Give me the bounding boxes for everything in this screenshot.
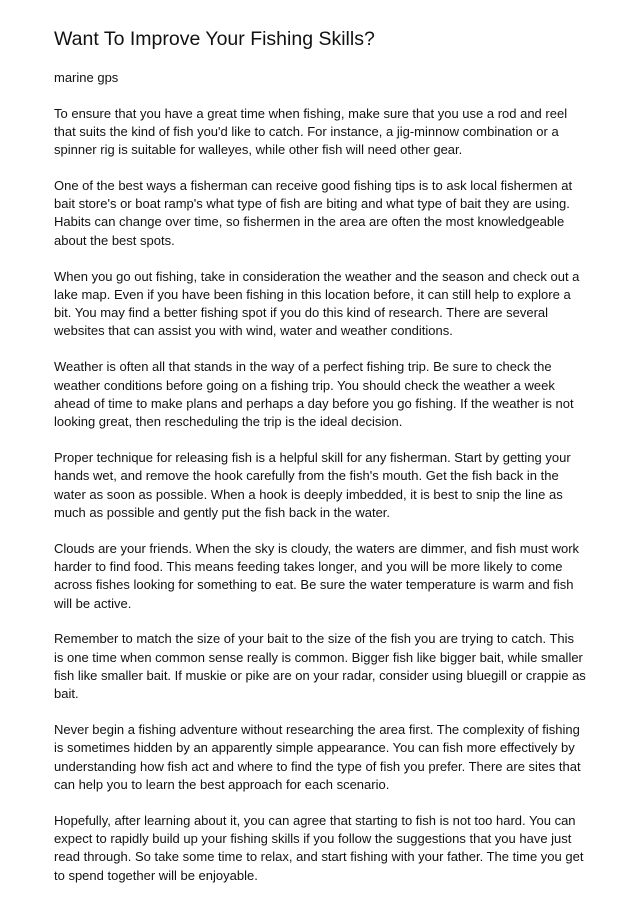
paragraph-3: When you go out fishing, take in consideration the weather and the season and check out a lake map. Even if you have been fishing in this location before, it can still help to explore a bit. You may find a better fishing spot if you do this kind of research. There are several websites that can assist you with wind, water and weather conditions.	[54, 268, 580, 339]
paragraph-6: Clouds are your friends. When the sky is cloudy, the waters are dimmer, and fish must work harder to find food. This means feeding takes longer, and you will be more likely to come across fishes looking for something to eat. Be sure the water temperature is warm and fish will be active.	[54, 540, 580, 611]
paragraph-2: One of the best ways a fisherman can receive good fishing tips is to ask local fishermen at bait store's or boat ramp's what type of fish are biting and what type of bait they are using. Habits can change over time, so fishermen in the area are often the most knowledgeable about the best spots.	[54, 177, 573, 248]
paragraph-9: Hopefully, after learning about it, you can agree that starting to fish is not too hard. You can expect to rapidly build up your fishing skills if you follow the suggestions that you have just read through. So take some time to relax, and start fishing with your father. The time you get to spend together will be enjoyable.	[54, 812, 584, 883]
document-title: Want To Improve Your Fishing Skills?	[54, 28, 375, 50]
paragraph-1: To ensure that you have a great time when fishing, make sure that you use a rod and reel that suits the kind of fish you'd like to catch. For instance, a jig-minnow combination or a spinner rig is suitable for walleyes, while other fish will need other gear.	[54, 105, 568, 158]
paragraph-4: Weather is often all that stands in the way of a perfect fishing trip. Be sure to check the weather conditions before going on a fishing trip. You should check the weather a week ahead of time to make plans and perhaps a day before you go fishing. If the weather is not looking great, then rescheduling the trip is the ideal decision.	[54, 359, 574, 430]
document-subtitle: marine gps	[54, 70, 119, 85]
paragraph-8: Never begin a fishing adventure without researching the area first. The complexity of fishing is sometimes hidden by an apparently simple appearance. You can fish more effectively by understanding how fish act and where to find the type of fish you prefer. There are sites that can help you to learn the best approach for each scenario.	[54, 722, 581, 792]
document-page	[54, 26, 586, 885]
paragraph-7: Remember to match the size of your bait to the size of the fish you are trying to catch. This is one time when common sense really is common. Bigger fish like bigger bait, while smaller fish like smaller bait. If muskie or pike are on your radar, consider using bluegill or crappie as bait.	[54, 631, 586, 702]
paragraph-5: Proper technique for releasing fish is a helpful skill for any fisherman. Start by getting your hands wet, and remove the hook carefully from the fish's mouth. Get the fish back in the water as soon as possible. When a hook is deeply imbedded, it is best to snip the line as much as possible and gently put the fish back in the water.	[54, 449, 571, 520]
